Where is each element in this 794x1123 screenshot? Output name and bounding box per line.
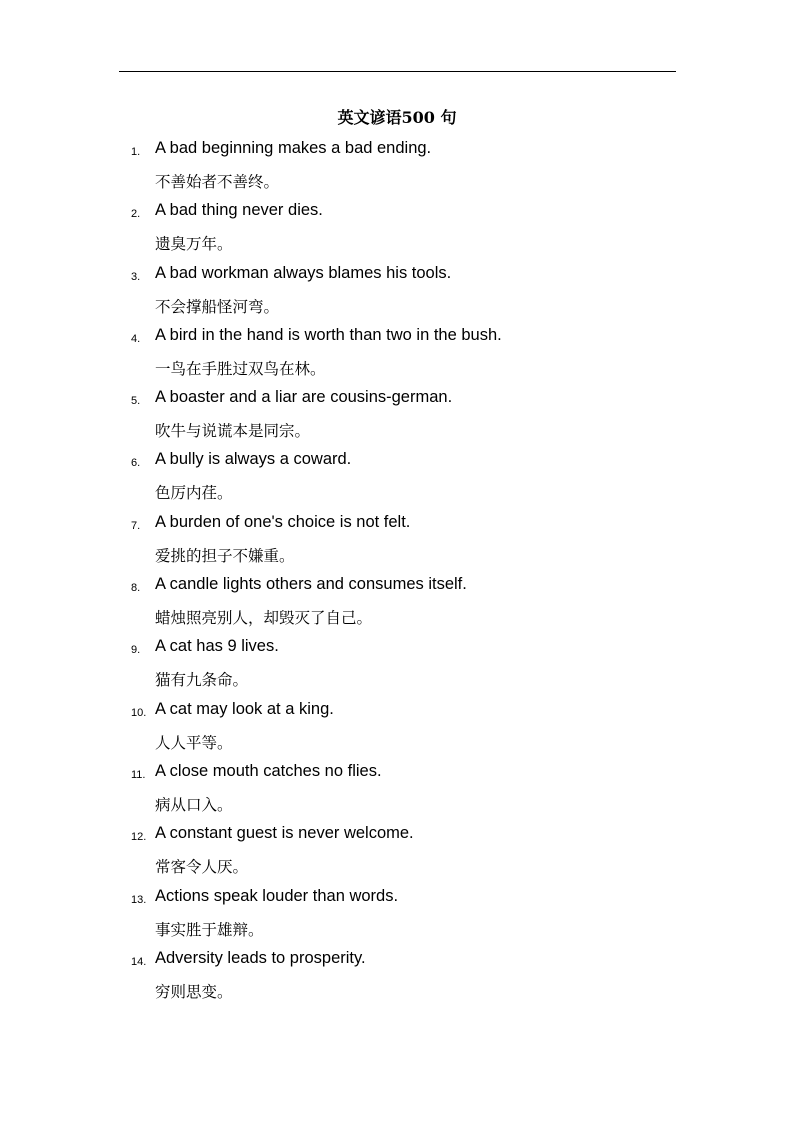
item-number: 7. — [131, 519, 141, 532]
item-number: 3. — [131, 270, 141, 283]
proverb-english: A bad thing never dies. — [155, 201, 323, 220]
list-item — [0, 637, 794, 699]
item-number: 6. — [131, 457, 141, 470]
proverb-chinese: 蜡烛照亮别人，却毁灭了自己。 — [155, 609, 373, 628]
proverb-chinese: 吹牛与说谎本是同宗。 — [155, 422, 311, 441]
proverb-chinese: 不善始者不善终。 — [155, 173, 280, 191]
list-item — [0, 700, 794, 762]
proverb-chinese: 不会撑船怪河弯。 — [155, 297, 280, 316]
proverb-english: A cat may look at a king. — [155, 699, 334, 718]
proverb-chinese: 猫有九条命。 — [155, 671, 249, 690]
list-item — [0, 326, 794, 388]
item-number: 8. — [131, 582, 141, 595]
page-title: 英文谚语500 句 — [337, 108, 457, 127]
proverb-english: Adversity leads to prosperity. — [155, 948, 366, 967]
proverb-english: A candle lights others and consumes itself. — [155, 575, 467, 594]
item-number: 14. — [131, 955, 147, 968]
proverb-english: A boaster and a liar are cousins-german. — [155, 388, 453, 407]
list-item — [0, 762, 794, 824]
item-number: 12. — [131, 831, 147, 844]
proverb-list — [0, 139, 794, 1011]
proverb-english: A bully is always a coward. — [155, 450, 352, 469]
list-item — [0, 513, 794, 575]
list-item — [0, 388, 794, 450]
list-item — [0, 201, 794, 263]
proverb-english: A bad workman always blames his tools. — [155, 263, 452, 282]
list-item — [0, 450, 794, 512]
list-item — [0, 949, 794, 1011]
item-number: 9. — [131, 644, 141, 657]
proverb-chinese: 色厉内荏。 — [155, 484, 233, 503]
proverb-english: A burden of one's choice is not felt. — [155, 512, 411, 531]
proverb-english: A bird in the hand is worth than two in the bush. — [155, 325, 502, 344]
proverb-chinese: 爱挑的担子不嫌重。 — [155, 546, 295, 565]
proverb-chinese: 病从口入。 — [155, 795, 233, 814]
item-number: 10. — [131, 706, 147, 719]
proverb-english: A close mouth catches no flies. — [155, 761, 382, 780]
item-number: 4. — [131, 332, 141, 345]
proverb-english: A cat has 9 lives. — [155, 637, 279, 656]
proverb-chinese: 穷则思变。 — [155, 982, 233, 1001]
proverb-english: A bad beginning makes a bad ending. — [155, 139, 432, 157]
item-number: 5. — [131, 395, 141, 408]
proverb-english: A constant guest is never welcome. — [155, 824, 414, 843]
proverb-chinese: 一鸟在手胜过双鸟在林。 — [155, 359, 326, 378]
proverb-chinese: 遗臭万年。 — [155, 235, 233, 254]
item-number: 1. — [131, 146, 141, 158]
list-item — [0, 264, 794, 326]
list-item — [0, 887, 794, 949]
item-number: 13. — [131, 893, 147, 906]
list-item — [0, 824, 794, 886]
item-number: 11. — [131, 768, 146, 781]
header-rule — [119, 71, 676, 72]
proverb-chinese: 事实胜于雄辩。 — [155, 920, 264, 939]
proverb-chinese: 人人平等。 — [155, 733, 233, 752]
list-item — [0, 139, 794, 201]
proverb-chinese: 常客令人厌。 — [155, 858, 249, 877]
proverb-english: Actions speak louder than words. — [155, 886, 399, 905]
list-item — [0, 575, 794, 637]
item-number: 2. — [131, 208, 141, 221]
